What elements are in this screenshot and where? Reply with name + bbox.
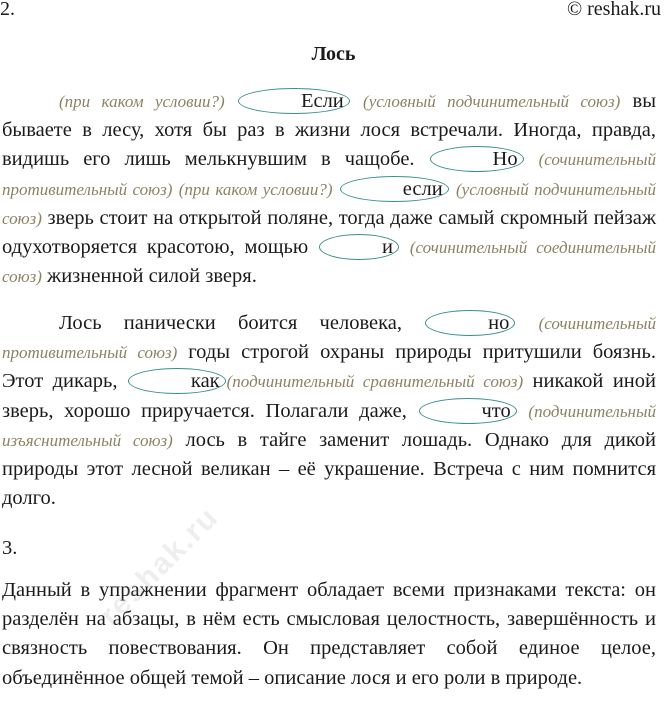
circled-conjunction: если — [340, 176, 449, 202]
site-credit: © reshak.ru — [566, 0, 661, 20]
note: (сочинительный соединительный союз) — [2, 238, 657, 287]
exercise-number-3: 3. — [2, 537, 18, 559]
paragraph-2 — [2, 309, 656, 513]
watermark: reshak.ru — [93, 500, 226, 632]
text: лось в тайге заменит лошадь. Однако для дикой природы этот лесной великан – её украшение. Встреча с ним помнится долго. — [2, 428, 656, 510]
note: (подчинительный изъяснительный союз) — [2, 401, 656, 450]
note: (условный подчинительный союз) — [2, 179, 657, 228]
exercise-number-2: 2. — [0, 0, 15, 20]
text-title: Лось — [311, 43, 356, 65]
circled-conjunction: Если — [238, 88, 350, 114]
text: жизненной силой зверя. — [41, 265, 257, 288]
circled-conjunction: что — [419, 398, 517, 424]
text: зверь стоит на открытой поляне, тогда даже самый скромный пейзаж одухотворяется красотою, мощью — [2, 206, 656, 259]
circled-conjunction: но — [425, 310, 515, 336]
note: (подчинительный сравнительный союз) — [226, 372, 524, 392]
note: (условный подчинительный союз) — [363, 92, 621, 111]
note: (при каком условии?) — [59, 92, 225, 111]
paragraph-1 — [2, 87, 656, 291]
paragraph-3: Данный в упражнении фрагмент обладает всеми признаками текста: он разделён на абзацы, в нём есть смысловая целостность, завершённость и связность повествования. Он представляет собой единое целое, объединённое общей темой – описание лося и его роли в природе. — [2, 579, 656, 689]
circled-conjunction: и — [319, 234, 399, 260]
note: (при каком условии?) — [178, 179, 333, 199]
text: вы бываете в лесу, хотя бы раз в жизни лося встречали. Иногда, правда, видишь его лишь мелькнувшим в чащобе. — [2, 90, 656, 171]
note: (сочинительный противительный союз) — [2, 314, 656, 363]
circled-conjunction: Но — [430, 146, 524, 172]
text: никакой иной зверь, хорошо приручается. Полагали даже, — [2, 370, 656, 422]
note: (сочинительный противительный союз) — [2, 150, 657, 199]
circled-conjunction: как — [128, 368, 226, 394]
text: Лось панически боится человека, — [59, 312, 425, 334]
text: годы строгой охраны природы притушили боязнь. Этот дикарь, — [2, 341, 656, 393]
